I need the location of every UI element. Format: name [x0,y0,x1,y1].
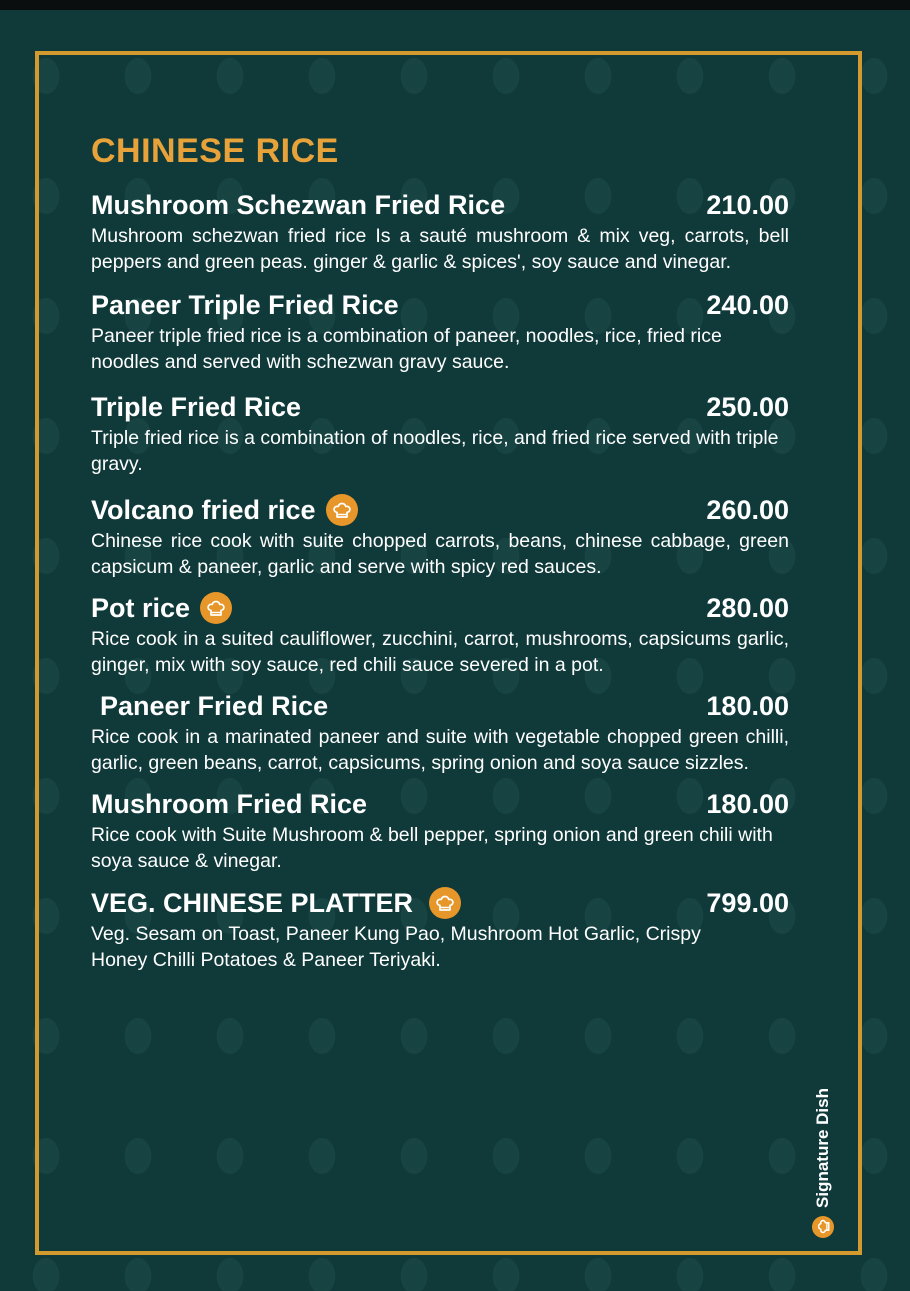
menu-item [91,288,789,375]
item-description: Chinese rice cook with suite chopped carrots, beans, chinese cabbage, green capsicum & paneer, garlic and serve with spicy red sauces. [91,530,789,578]
item-description: Rice cook with Suite Mushroom & bell pepper, spring onion and green chili with soya sauce & vinegar. [91,824,773,872]
menu-item [91,689,789,776]
menu-content [91,130,789,973]
item-name: Volcano fried rice [91,495,316,525]
chef-hat-icon [429,887,461,919]
item-price: 180.00 [706,691,789,721]
item-name: Triple Fried Rice [91,392,302,422]
item-price: 799.00 [706,888,789,918]
item-name: Mushroom Schezwan Fried Rice [91,190,506,220]
menu-item [91,188,789,275]
menu-page [0,10,910,1291]
item-description: Paneer triple fried rice is a combination of paneer, noodles, rice, fried rice noodles and served with schezwan gravy sauce. [91,325,722,373]
item-name: Mushroom Fried Rice [91,789,368,819]
item-description: Rice cook in a marinated paneer and suite with vegetable chopped green chilli, garlic, green beans, carrot, capsicums, spring onion and soya sauce sizzles. [91,726,789,774]
menu-item [91,591,789,678]
chef-hat-icon [812,1216,834,1238]
item-name: Paneer Triple Fried Rice [91,290,399,320]
legend-label: Signature Dish [813,1088,832,1208]
menu-item [91,390,789,477]
chef-hat-icon [200,592,232,624]
section-title: CHINESE RICE [91,132,339,170]
signature-dish-legend [800,1050,860,1240]
item-price: 240.00 [706,290,789,320]
item-description: Mushroom schezwan fried rice Is a sauté mushroom & mix veg, carrots, bell peppers and green peas. ginger & garlic & spices', soy sauce and vinegar. [91,225,789,273]
item-price: 210.00 [706,190,789,220]
menu-item [91,787,789,874]
chef-hat-icon [326,494,358,526]
item-price: 280.00 [706,593,789,623]
item-description: Veg. Sesam on Toast, Paneer Kung Pao, Mushroom Hot Garlic, Crispy Honey Chilli Potatoes & Paneer Teriyaki. [91,923,701,971]
item-name: Pot rice [91,593,191,623]
menu-item [91,886,789,973]
item-description: Triple fried rice is a combination of noodles, rice, and fried rice served with triple gravy. [91,427,779,475]
item-description: Rice cook in a suited cauliflower, zucchini, carrot, mushrooms, capsicums garlic, ginger, mix with soy sauce, red chili sauce severed in a pot. [91,628,789,676]
menu-item [91,493,789,580]
item-name: Paneer Fried Rice [100,691,329,721]
item-price: 180.00 [706,789,789,819]
item-price: 260.00 [706,495,789,525]
item-name: VEG. CHINESE PLATTER [91,888,414,918]
item-price: 250.00 [706,392,789,422]
